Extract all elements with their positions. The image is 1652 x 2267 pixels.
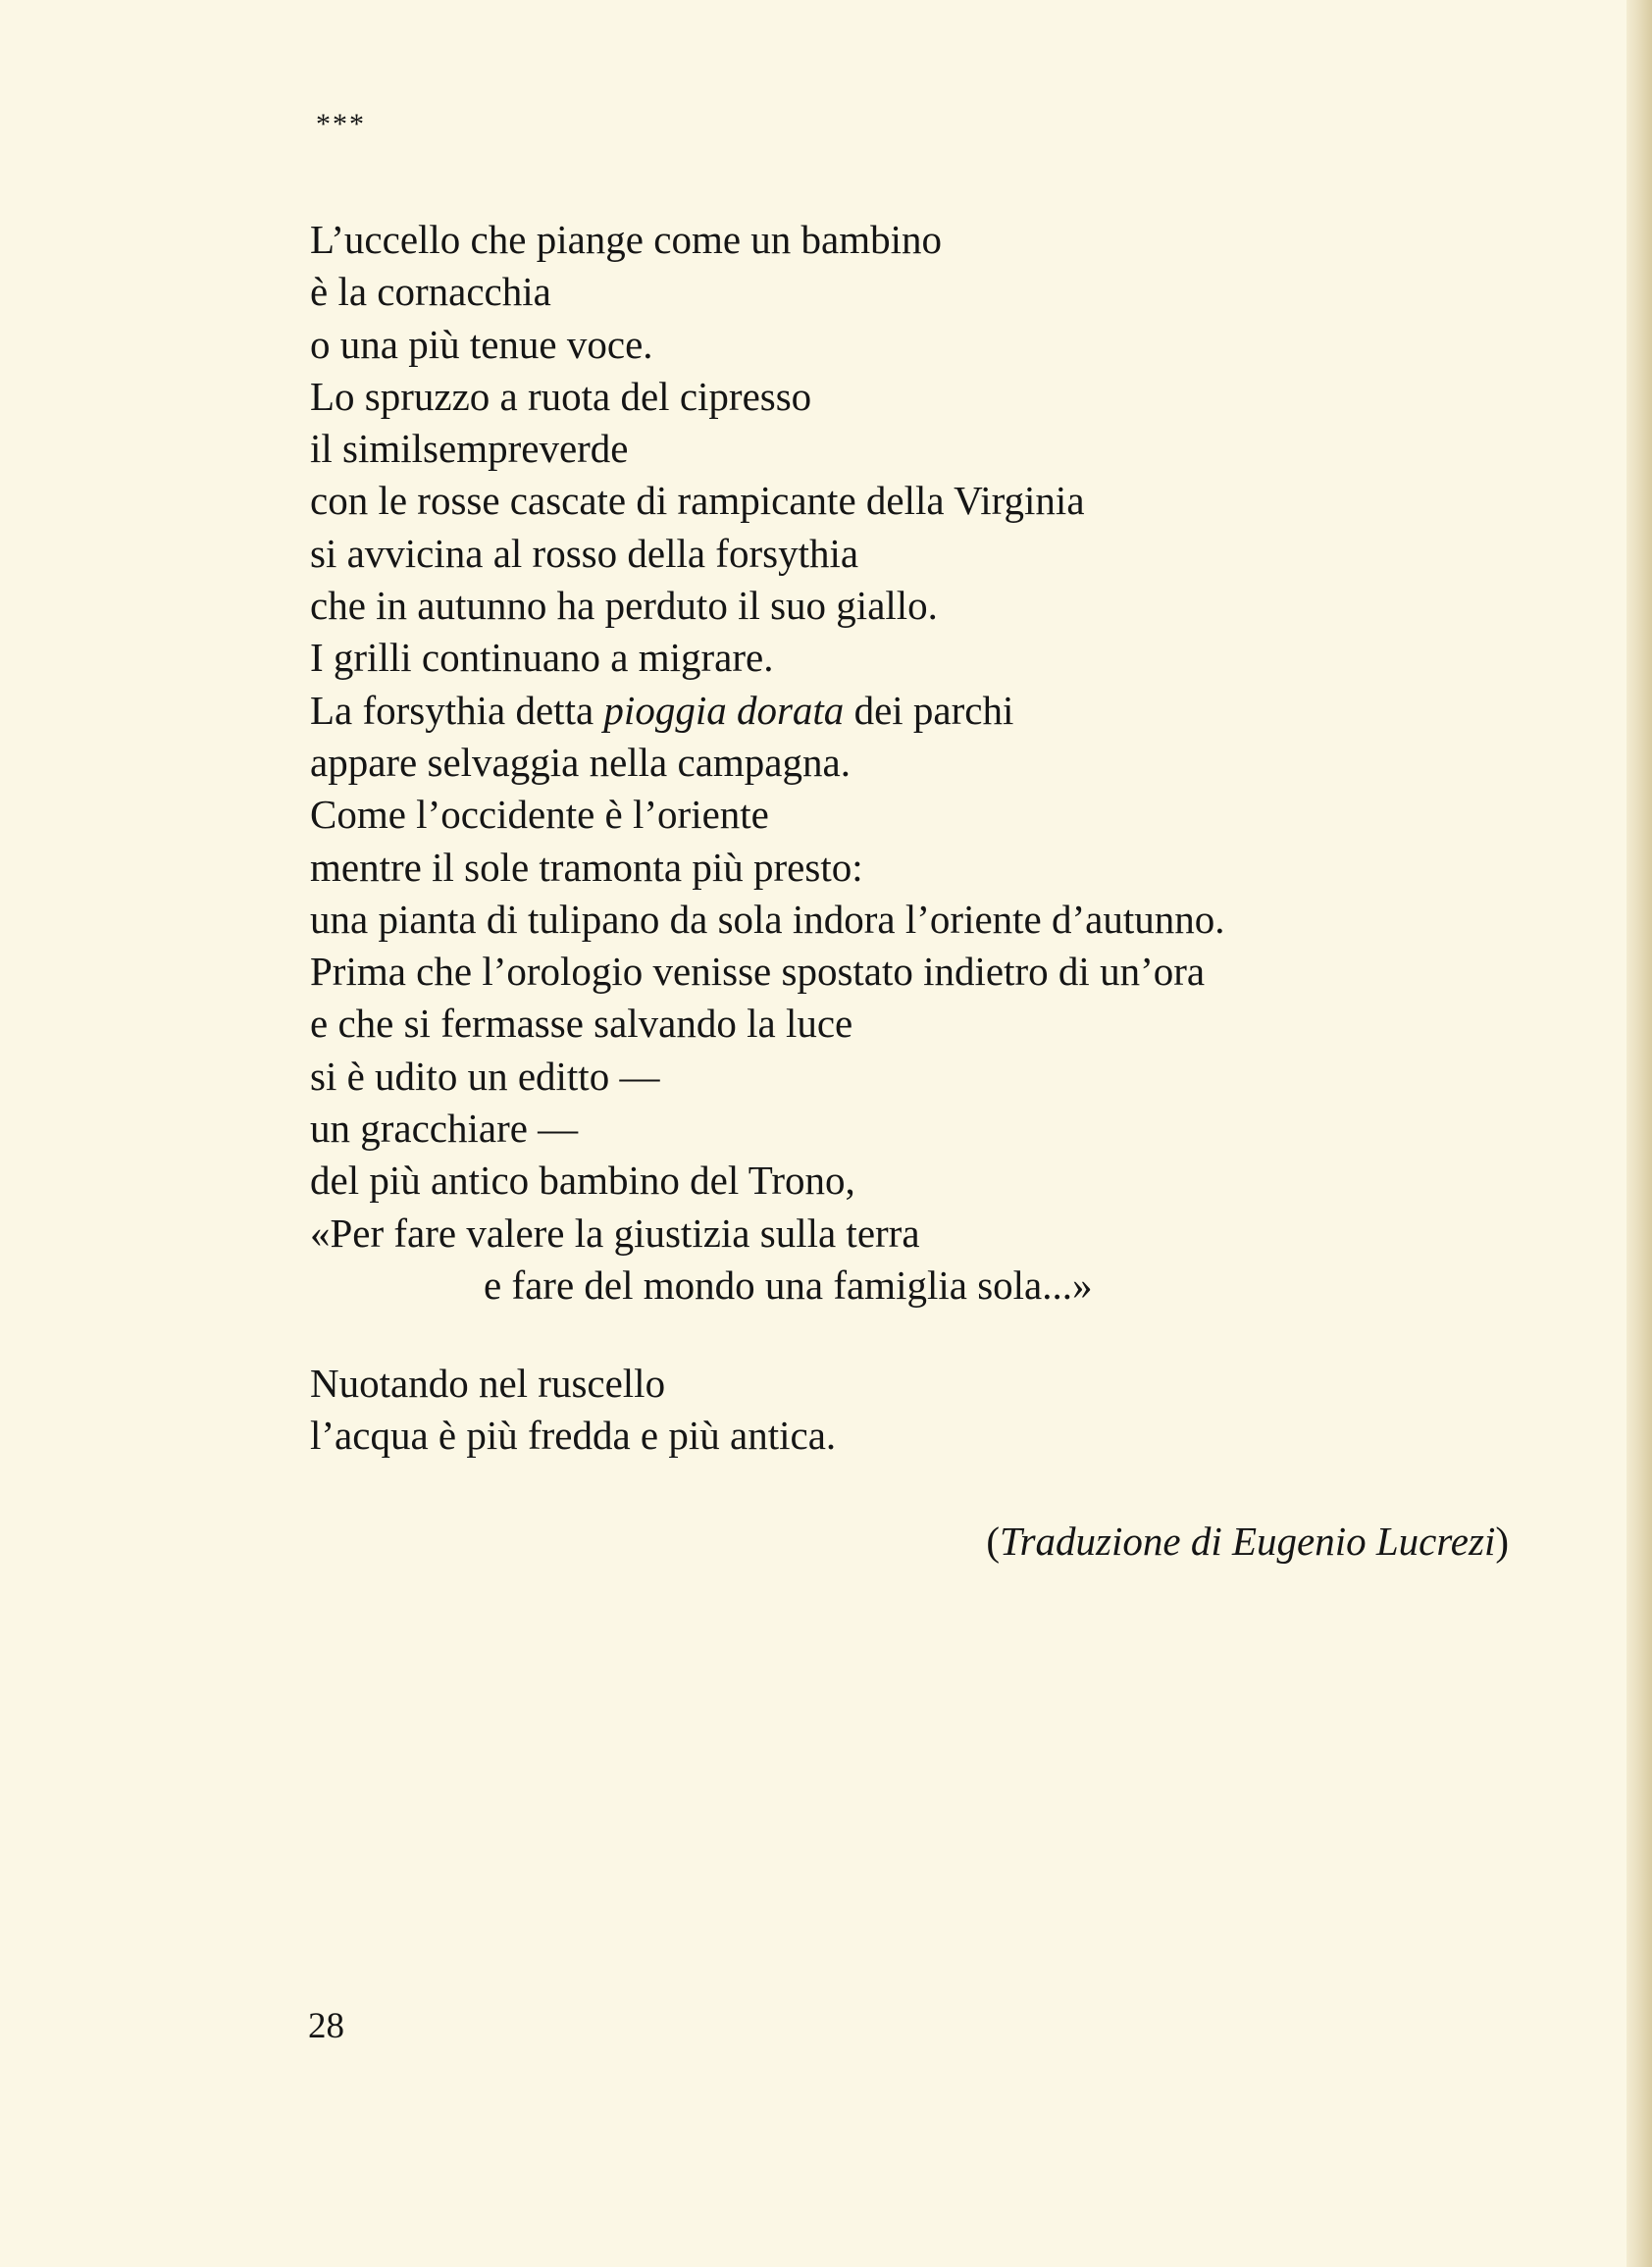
- section-ornament: ***: [316, 108, 366, 140]
- poem-line: [310, 1103, 1225, 1155]
- poem-line: [310, 685, 1225, 737]
- poem-line-text: si avvicina al rosso della forsythia: [310, 530, 859, 576]
- poem-line: [310, 1358, 836, 1410]
- poem-line-text: I grilli continuano a migrare.: [310, 635, 774, 681]
- poem-line-text: Nuotando nel ruscello: [310, 1361, 666, 1406]
- poem-line: [310, 894, 1225, 946]
- poem-line-text: che in autunno ha perduto il suo giallo.: [310, 583, 938, 629]
- poem-line: [310, 632, 1225, 684]
- page-edge-shadow: [1626, 0, 1652, 2267]
- poem-line: [310, 789, 1225, 841]
- poem-line-text: l’acqua è più fredda e più antica.: [310, 1413, 837, 1459]
- poem-line: [310, 266, 1225, 318]
- poem-line: [310, 1410, 836, 1462]
- poem-line-text: dei parchi: [844, 687, 1014, 733]
- poem-line: [310, 842, 1225, 894]
- poem-line-text: una pianta di tulipano da sola indora l’oriente d’autunno.: [310, 896, 1225, 942]
- poem-line-text: un gracchiare —: [310, 1106, 579, 1152]
- credit-text: Traduzione di Eugenio Lucrezi: [1000, 1519, 1496, 1564]
- poem-line: [310, 214, 1225, 266]
- poem-line: [310, 1208, 1225, 1260]
- poem-line-text: è la cornacchia: [310, 269, 551, 315]
- poem-line: [310, 319, 1225, 371]
- poem-line-italic-text: pioggia dorata: [603, 687, 845, 733]
- poem-line-text: o una più tenue voce.: [310, 321, 653, 367]
- page-number: 28: [308, 2006, 344, 2046]
- poem-stanza-1: [310, 214, 1225, 1312]
- poem-line: [310, 1051, 1225, 1103]
- translation-credit: [986, 1516, 1509, 1568]
- poem-line-text: il similsempreverde: [310, 426, 629, 472]
- poem-line: [310, 423, 1225, 475]
- poem-line-text: e fare del mondo una famiglia sola...»: [484, 1262, 1093, 1308]
- poem-line: [310, 1155, 1225, 1207]
- poem-line: [310, 998, 1225, 1050]
- poem-line: [310, 946, 1225, 998]
- poem-line: [310, 371, 1225, 423]
- poem-line: [310, 737, 1225, 789]
- poem-line-text: con le rosse cascate di rampicante della Virginia: [310, 478, 1085, 524]
- credit-close-paren: ): [1495, 1519, 1509, 1564]
- poem-stanza-2: [310, 1358, 836, 1463]
- poem-line: [310, 475, 1225, 527]
- credit-open-paren: (: [986, 1519, 1001, 1564]
- poem-line-text: La forsythia detta: [310, 687, 604, 733]
- poem-line-text: Lo spruzzo a ruota del cipresso: [310, 373, 812, 419]
- poem-line: [310, 1260, 1225, 1312]
- poem-line-text: e che si fermasse salvando la luce: [310, 1001, 853, 1047]
- poem-line: [310, 528, 1225, 580]
- poem-line-text: si è udito un editto —: [310, 1053, 660, 1099]
- poem-line: [310, 580, 1225, 632]
- poem-line-text: «Per fare valere la giustizia sulla terra: [310, 1210, 920, 1256]
- poem-line-text: L’uccello che piange come un bambino: [310, 217, 943, 262]
- poem-line-text: Prima che l’orologio venisse spostato indietro di un’ora: [310, 949, 1206, 995]
- poem-line-text: Come l’occidente è l’oriente: [310, 792, 769, 838]
- poem-line-text: del più antico bambino del Trono,: [310, 1158, 855, 1204]
- poem-line-text: appare selvaggia nella campagna.: [310, 739, 851, 785]
- poem-line-text: mentre il sole tramonta più presto:: [310, 844, 863, 890]
